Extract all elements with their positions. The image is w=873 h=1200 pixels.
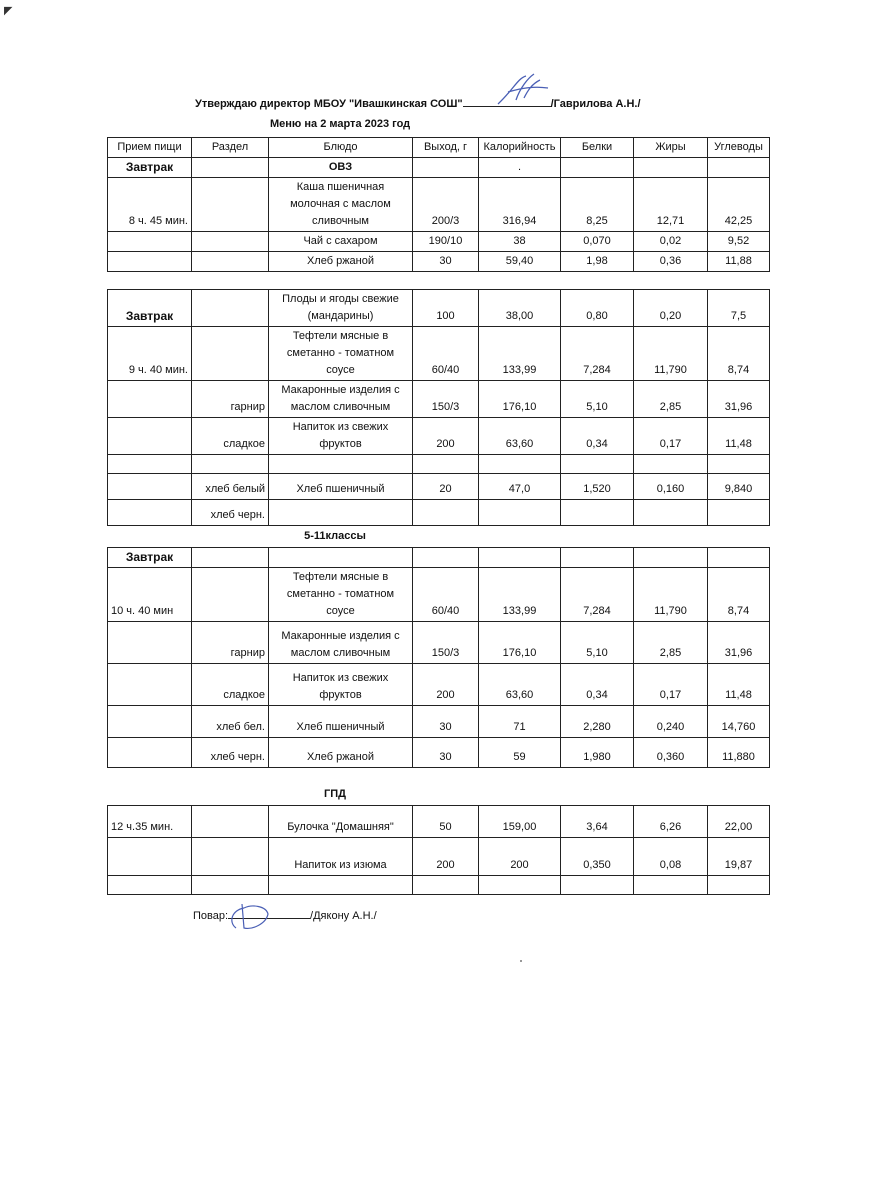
menu-table-5-11 [107, 547, 770, 768]
table-row: 8 ч. 45 мин. Каша пшеничная молочная с маслом сливочным 200/3 316,94 8,25 12,71 42,25 [108, 178, 770, 232]
director-signature [488, 70, 558, 112]
table-row: Хлеб ржаной 30 59,40 1,98 0,36 11,88 [108, 252, 770, 272]
table-row: 12 ч.35 мин. Булочка "Домашняя" 50 159,00 3,64 6,26 22,00 [108, 806, 770, 838]
meal-title-row [108, 158, 770, 178]
cook-name: /Дякону А.Н./ [310, 910, 377, 922]
menu-title: Меню на 2 марта 2023 год [270, 118, 411, 130]
meal-name: Завтрак [108, 290, 192, 327]
table-row: Напиток из изюма 200 200 0,350 0,08 19,87 [108, 838, 770, 876]
table-row: сладкое Напиток из свежих фруктов 200 63,60 0,34 0,17 11,48 [108, 664, 770, 706]
table-row: 9 ч. 40 мин. Тефтели мясные в сметанно - томатном соусе 60/40 133,99 7,284 11,790 8,74 [108, 327, 770, 381]
approval-text: Утверждаю директор МБОУ "Ивашкинская СОШ" [195, 98, 463, 110]
table-row: Завтрак Плоды и ягоды свежие (мандарины) 100 38,00 0,80 0,20 7,5 [108, 290, 770, 327]
menu-table-ovz [107, 137, 770, 272]
meal-name: Завтрак [108, 548, 192, 568]
cook-label: Повар: [193, 910, 229, 922]
col-yield: Выход, г [413, 138, 479, 158]
col-protein: Белки [561, 138, 634, 158]
section-label-5-11: 5-11классы [304, 530, 366, 542]
menu-table-primary [107, 289, 770, 526]
col-section: Раздел [192, 138, 269, 158]
table-row: 10 ч. 40 мин Тефтели мясные в сметанно - томатном соусе 60/40 133,99 7,284 11,790 8,74 [108, 568, 770, 622]
table-row: гарнир Макаронные изделия с маслом сливочным 150/3 176,10 5,10 2,85 31,96 [108, 622, 770, 664]
col-meal: Прием пищи [108, 138, 192, 158]
table-row: хлеб черн. Хлеб ржаной 30 59 1,980 0,360 11,880 [108, 738, 770, 768]
table-row [108, 455, 770, 474]
table-row: хлеб черн. [108, 500, 770, 526]
cook-signature [222, 898, 282, 938]
table-row [108, 876, 770, 895]
meal-title-row [108, 548, 770, 568]
section-label-gpd: ГПД [324, 788, 346, 800]
table-row: хлеб белый Хлеб пшеничный 20 47,0 1,520 0,160 9,840 [108, 474, 770, 500]
table-row: Чай с сахаром 190/10 38 0,070 0,02 9,52 [108, 232, 770, 252]
scan-corner-mark: ◤ [4, 5, 13, 17]
dot-mark: . [479, 158, 561, 178]
cook-signature-line [193, 908, 377, 922]
meal-name: Завтрак [108, 158, 192, 178]
director-name: /Гаврилова А.Н./ [550, 98, 641, 110]
col-fat: Жиры [634, 138, 708, 158]
menu-table-gpd [107, 805, 770, 895]
col-kcal: Калорийность [479, 138, 561, 158]
table-header-row [108, 138, 770, 158]
table-row: сладкое Напиток из свежих фруктов 200 63,60 0,34 0,17 11,48 [108, 418, 770, 455]
col-dish: Блюдо [269, 138, 413, 158]
approval-line [195, 96, 641, 110]
table-row: гарнир Макаронные изделия с маслом сливочным 150/3 176,10 5,10 2,85 31,96 [108, 381, 770, 418]
section-label-ovz: ОВЗ [269, 158, 413, 178]
table-row: хлеб бел. Хлеб пшеничный 30 71 2,280 0,240 14,760 [108, 706, 770, 738]
col-carbs: Углеводы [708, 138, 770, 158]
scan-speck [520, 960, 522, 962]
